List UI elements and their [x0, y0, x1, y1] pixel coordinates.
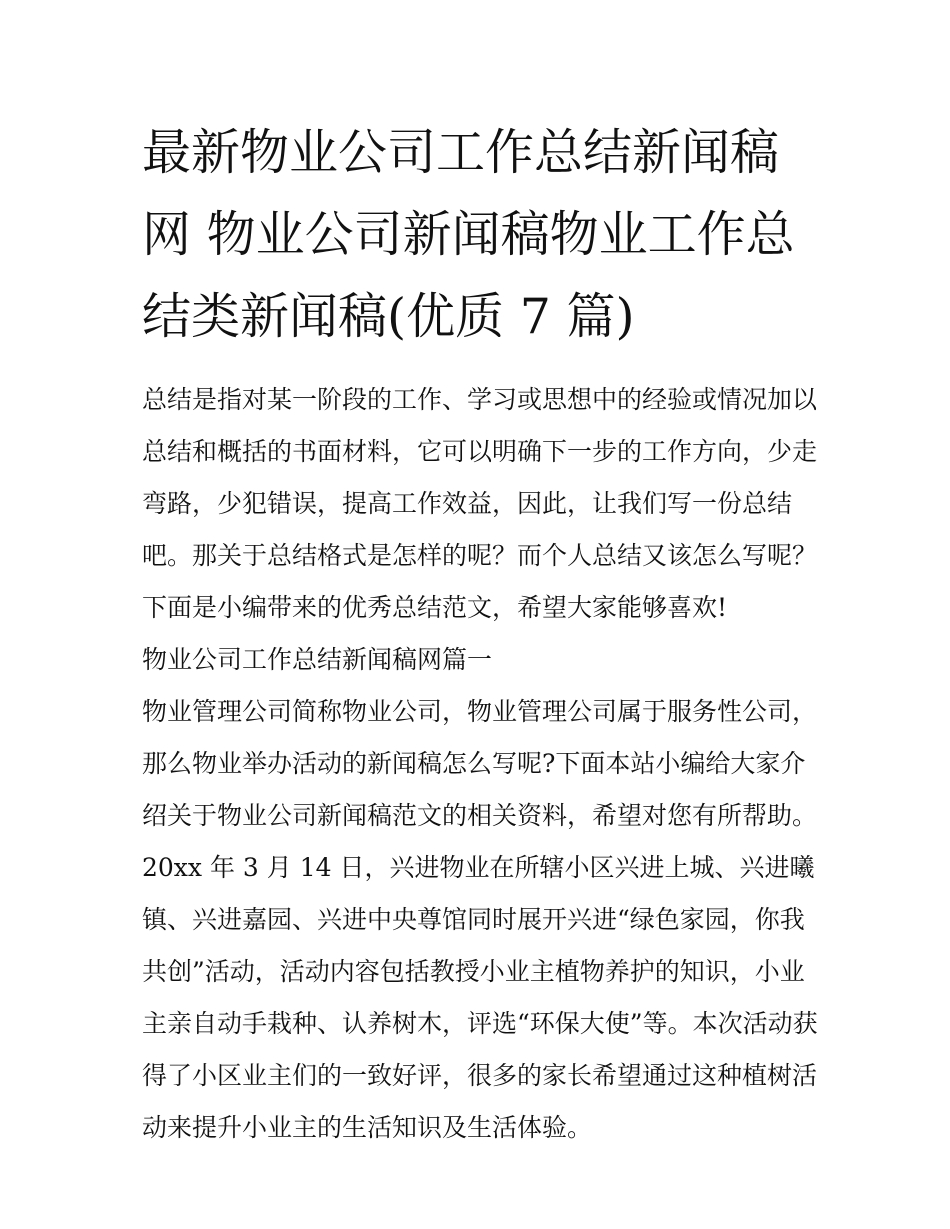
section-paragraph-1 — [142, 686, 822, 842]
title-line: 最新物业公司工作总结新闻稿 — [142, 124, 780, 181]
text-line: 总结和概括的书面材料，它可以明确下一步的工作方向，少走 — [142, 437, 818, 466]
text-line: 20xx 年 3 月 14 日，兴进物业在所辖小区兴进上城、兴进曦 — [142, 853, 815, 882]
text-line: 物业管理公司简称物业公司，物业管理公司属于服务性公司， — [142, 697, 818, 726]
text-line: 动来提升小业主的生活知识及生活体验。 — [142, 1113, 593, 1142]
text-line: 镇、兴进嘉园、兴进中央尊馆同时展开兴进“绿色家园，你我 — [142, 905, 805, 934]
text-line: 弯路，少犯错误，提高工作效益，因此，让我们写一份总结 — [142, 489, 793, 518]
intro-paragraph — [142, 374, 822, 634]
document-page — [142, 112, 822, 1154]
text-line: 绍关于物业公司新闻稿范文的相关资料，希望对您有所帮助。 — [142, 801, 818, 830]
text-line: 主亲自动手栽种、认养树木，评选“环保大使”等。本次活动获 — [142, 1009, 818, 1038]
text-line: 那么物业举办活动的新闻稿怎么写呢?下面本站小编给大家介 — [142, 749, 806, 778]
text-line: 下面是小编带来的优秀总结范文，希望大家能够喜欢! — [142, 593, 728, 622]
title-line: 网 物业公司新闻稿物业工作总 — [142, 206, 795, 263]
section-heading: 物业公司工作总结新闻稿网篇一 — [142, 645, 493, 674]
text-line: 总结是指对某一阶段的工作、学习或思想中的经验或情况加以 — [142, 385, 818, 414]
text-line: 共创”活动，活动内容包括教授小业主植物养护的知识，小业 — [142, 957, 805, 986]
text-line: 得了小区业主们的一致好评，很多的家长希望通过这种植树活 — [142, 1061, 818, 1090]
document-title — [142, 112, 822, 358]
text-line: 吧。那关于总结格式是怎样的呢？而个人总结又该怎么写呢？ — [142, 541, 818, 570]
section-paragraph-2 — [142, 842, 822, 1154]
title-line: 结类新闻稿(优质 7 篇) — [142, 288, 635, 345]
